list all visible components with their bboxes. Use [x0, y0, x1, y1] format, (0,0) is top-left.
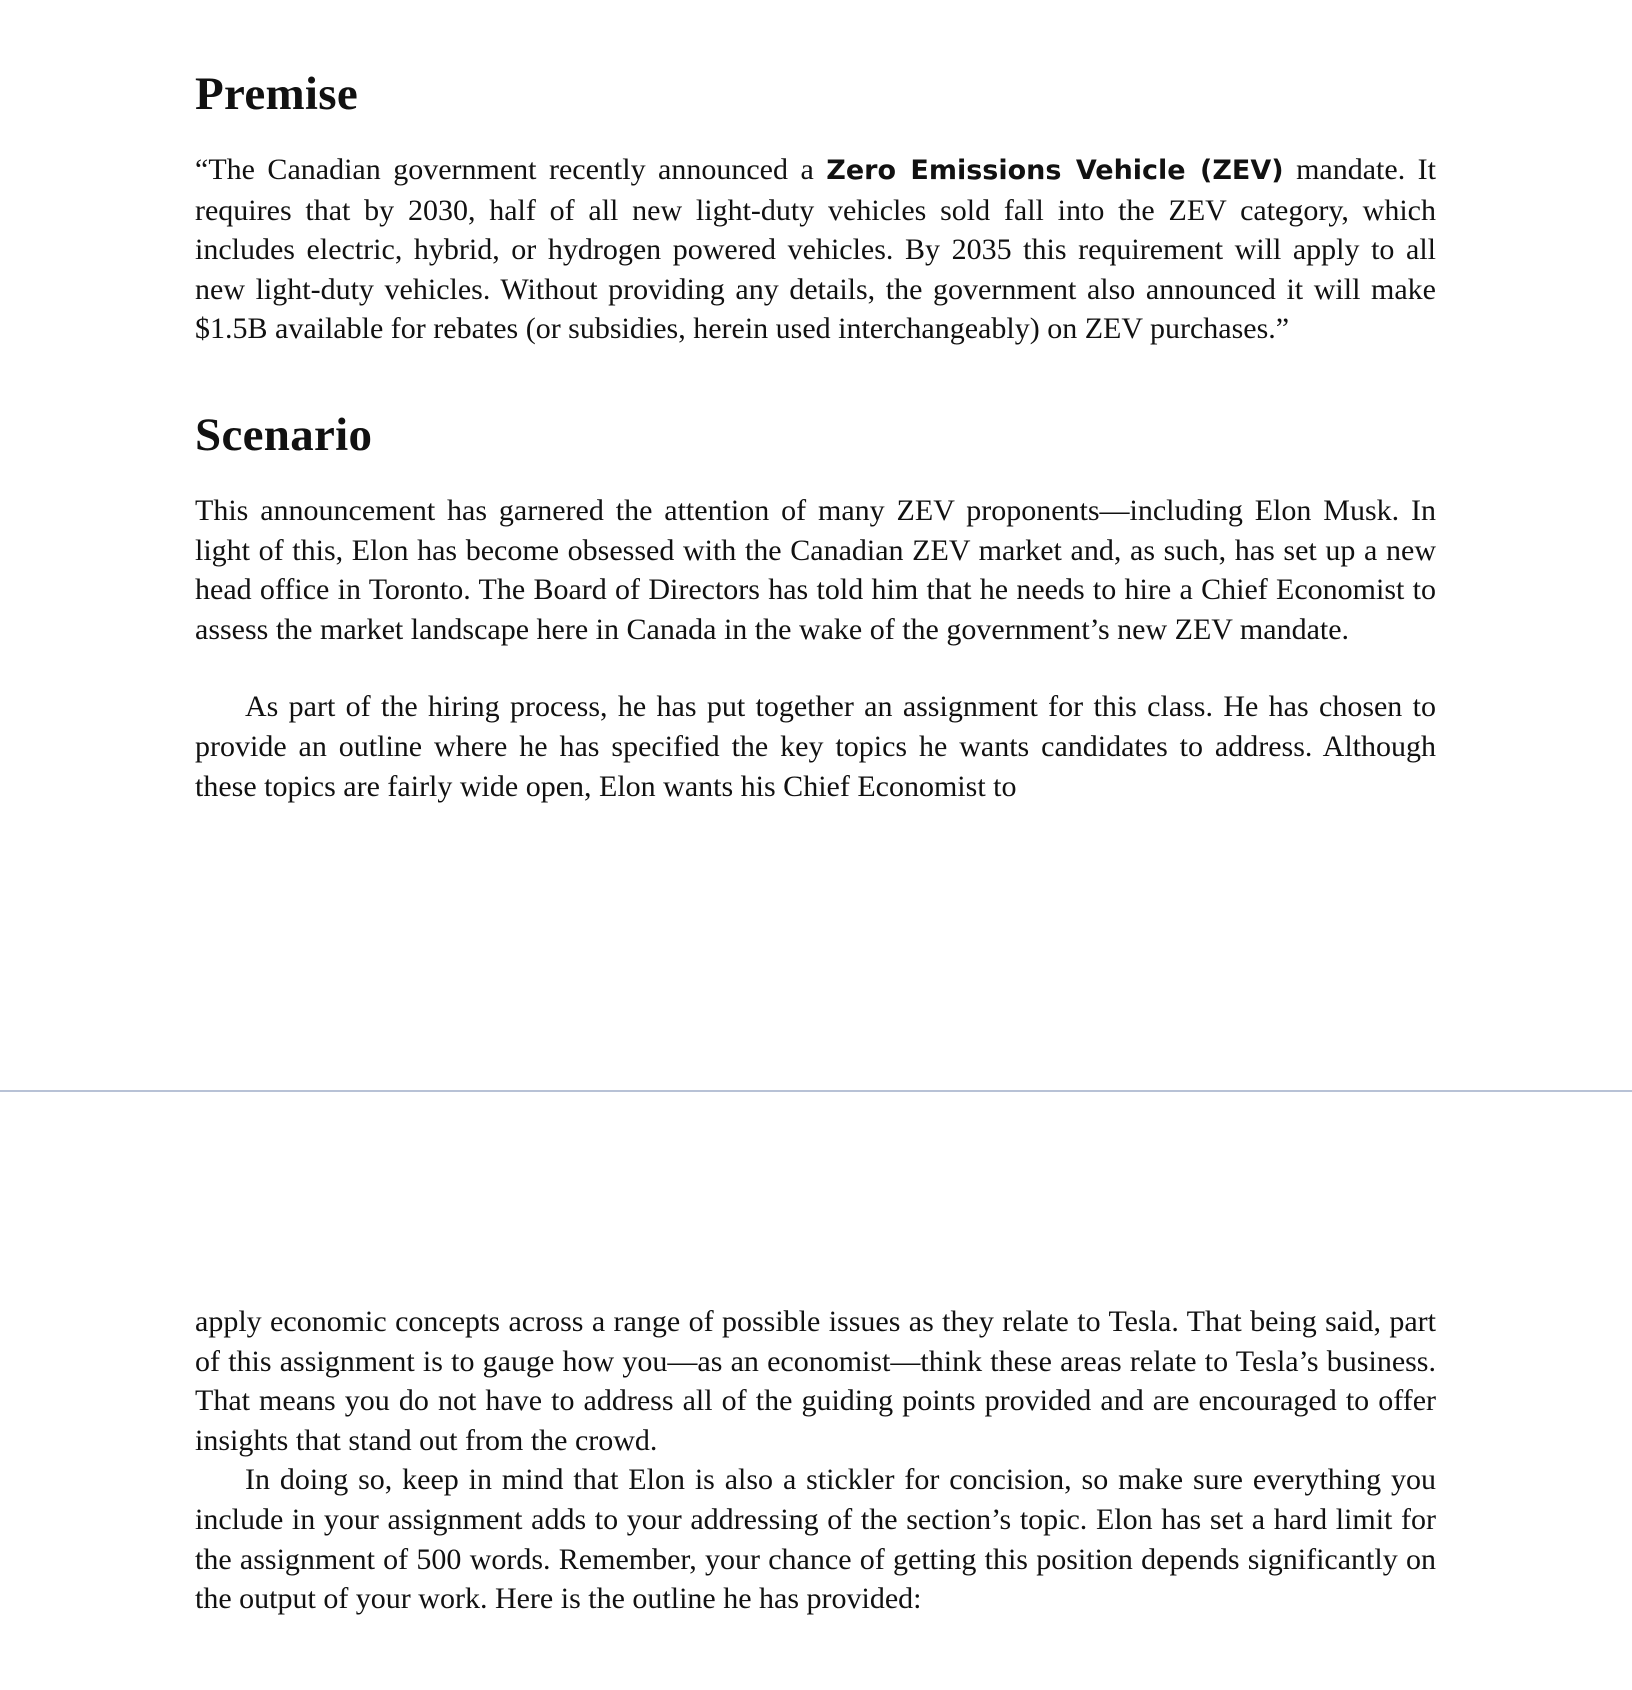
premise-quote — [195, 150, 1436, 349]
premise-quote-bold: Zero Emissions Vehicle (ZEV) — [826, 155, 1284, 186]
page-2-content — [195, 1302, 1436, 1619]
premise-quote-start: “The Canadian government recently announced a — [195, 153, 827, 186]
document-page-2 — [0, 1092, 1632, 1690]
scenario-paragraph-2-end: apply economic concepts across a range of possible issues as they relate to Tesla. That being said, part of this assignment is to gauge how you—as an economist—think these areas relate to Tesla’s business. That means you do not have to address all of the guiding points provided and are encouraged to offer insights that stand out from the crowd. — [195, 1305, 1436, 1457]
premise-heading: Premise — [195, 68, 359, 120]
premise-quote-end: mandate. It requires that by 2030, half of all new light-duty vehicles sold fall into the ZEV category, which includes electric, hybrid, or hydrogen powered vehicles. By 2035 this requirement will apply to all new light-duty vehicles. Without providing any details, the government also announced it will make $1.5B available for rebates (or subsidies, herein used interchangeably) on ZEV purchases.” — [195, 153, 1437, 346]
scenario-paragraph-1: This announcement has garnered the attention of many ZEV proponents—including Elon Musk. In light of this, Elon has become obsessed with the Canadian ZEV market and, as such, has set up a new head office in Toronto. The Board of Directors has told him that he needs to hire a Chief Economist to assess the market landscape here in Canada in the wake of the government’s new ZEV mandate. — [195, 493, 1436, 646]
scenario-heading: Scenario — [195, 408, 373, 461]
page-1-content — [195, 66, 1436, 806]
scenario-paragraph-2-start: As part of the hiring process, he has put together an assignment for this class. He has chosen to provide an outline where he has specified the key topics he wants candidates to address. Although these topics are fairly wide open, Elon wants his Chief Economist to — [195, 690, 1436, 803]
scenario-paragraph-3: In doing so, keep in mind that Elon is also a stickler for concision, so make sure everything you include in your assignment adds to your addressing of the section’s topic. Elon has set a hard limit for the assignment of 500 words. Remember, your chance of getting this position depends significantly on the output of your work. Here is the outline he has provided: — [195, 1463, 1436, 1616]
